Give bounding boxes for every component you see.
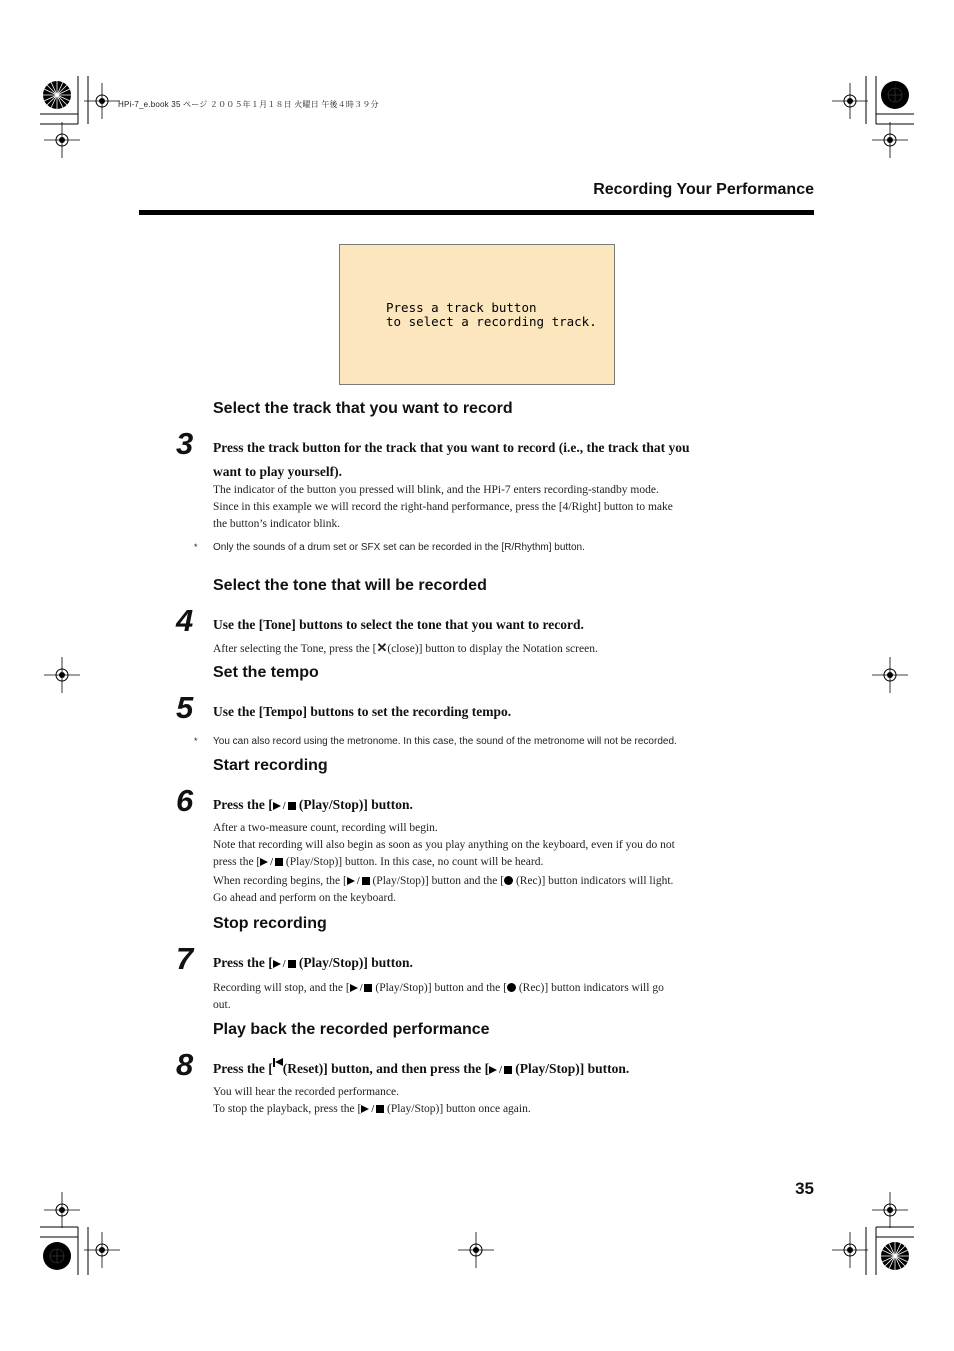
section-heading: Stop recording <box>213 915 327 932</box>
step-instruction <box>213 1057 753 1083</box>
instruction-line: want to play yourself). <box>213 464 342 479</box>
body-line: the button’s indicator blink. <box>213 518 341 530</box>
registration-mark-icon <box>458 1232 494 1268</box>
body-line <box>213 980 753 997</box>
display-screen <box>339 244 615 385</box>
screen-message <box>386 301 597 329</box>
starburst-target-icon <box>42 80 72 110</box>
instruction-text: (Play/Stop)] button. <box>511 1061 630 1076</box>
section-heading: Start recording <box>213 757 328 774</box>
black-target-icon <box>880 80 910 110</box>
stop-icon <box>376 1105 384 1113</box>
screen-line-2: to select a recording track. <box>386 314 597 329</box>
step-body <box>213 641 753 658</box>
instruction-text: Press the [ <box>213 797 273 812</box>
body-text: press the [ <box>213 856 261 868</box>
instruction-text: Press the [ <box>213 955 273 970</box>
body-text: Recording will stop, and the [ <box>213 982 350 994</box>
registration-mark-icon <box>872 1192 908 1228</box>
play-icon <box>489 1066 497 1074</box>
rec-icon <box>504 876 513 885</box>
body-line <box>213 873 753 890</box>
step-number: 8 <box>176 1047 194 1082</box>
slash-glyph: / <box>371 1104 375 1115</box>
body-line <box>213 1101 753 1118</box>
note-mark: * <box>194 736 198 746</box>
body-text: (close)] button to display the Notation screen. <box>387 643 598 655</box>
slash-glyph: / <box>282 801 286 812</box>
stop-icon <box>275 858 283 866</box>
page-header-title: Recording Your Performance <box>593 181 814 198</box>
print-info: HPi-7_e.book 35 ページ ２００５年１月１８日 火曜日 午後４時３９分 <box>118 100 379 109</box>
play-icon <box>350 984 358 992</box>
registration-mark-icon <box>872 657 908 693</box>
instruction-text: (Play/Stop)] button. <box>295 955 413 970</box>
step-number: 3 <box>176 426 194 461</box>
section-heading: Select the track that you want to record <box>213 400 513 417</box>
body-text: After selecting the Tone, press the [ <box>213 643 377 655</box>
stop-icon <box>288 802 296 810</box>
slash-glyph: / <box>270 857 274 868</box>
note-mark: * <box>194 542 198 552</box>
step-instruction <box>213 793 753 819</box>
rec-icon <box>507 983 516 992</box>
slash-glyph: / <box>356 876 360 887</box>
close-icon: ✕ <box>376 640 388 655</box>
slash-glyph: / <box>282 959 286 970</box>
step-number: 6 <box>176 783 194 818</box>
stop-icon <box>288 960 296 968</box>
body-line: Since in this example we will record the right-hand performance, press the [4/Right] button to make <box>213 501 673 513</box>
instruction-text: Press the [ <box>213 1061 273 1076</box>
body-line: The indicator of the button you pressed will blink, and the HPi-7 enters recording-standby mode. <box>213 484 659 496</box>
stop-icon <box>504 1066 512 1074</box>
body-text: When recording begins, the [ <box>213 875 347 887</box>
body-text: (Rec)] button indicators will go <box>515 982 664 994</box>
body-text: (Play/Stop)] button and the [ <box>369 875 505 887</box>
slash-glyph: / <box>359 983 363 994</box>
registration-mark-icon <box>44 1192 80 1228</box>
registration-mark-icon <box>44 657 80 693</box>
step-instruction <box>213 436 753 484</box>
header-rule <box>139 210 814 215</box>
registration-mark-icon <box>44 122 80 158</box>
registration-mark-icon <box>872 122 908 158</box>
step-body <box>213 482 753 533</box>
black-target-icon <box>42 1241 72 1271</box>
section-heading: Select the tone that will be recorded <box>213 577 487 594</box>
body-text: To stop the playback, press the [ <box>213 1103 362 1115</box>
body-line: Go ahead and perform on the keyboard. <box>213 892 396 904</box>
play-icon <box>361 1105 369 1113</box>
body-text: (Rec)] button indicators will light. <box>513 875 674 887</box>
section-heading: Set the tempo <box>213 664 319 681</box>
step-instruction: Use the [Tone] buttons to select the tone that you want to record. <box>213 617 584 632</box>
body-line <box>213 854 753 871</box>
step-instruction <box>213 951 753 977</box>
instruction-text: (Reset)] button, and then press the [ <box>282 1061 490 1076</box>
registration-mark-icon <box>832 1232 868 1268</box>
slash-glyph: / <box>499 1065 502 1076</box>
step-instruction: Use the [Tempo] buttons to set the recording tempo. <box>213 704 512 719</box>
instruction-text: (Play/Stop)] button. <box>295 797 413 812</box>
body-line: After a two-measure count, recording will begin. <box>213 822 438 834</box>
play-icon <box>347 877 355 885</box>
play-icon <box>273 960 281 968</box>
section-heading: Play back the recorded performance <box>213 1021 490 1038</box>
body-text: (Play/Stop)] button once again. <box>384 1103 531 1115</box>
body-line: out. <box>213 999 231 1011</box>
step-note: You can also record using the metronome. In this case, the sound of the metronome will not be recorded. <box>213 736 677 747</box>
step-body <box>213 1084 753 1118</box>
step-body <box>213 980 753 1014</box>
registration-mark-icon <box>84 83 120 119</box>
body-text: (Play/Stop)] button and the [ <box>372 982 507 994</box>
screen-line-1: Press a track button <box>386 300 537 315</box>
step-number: 7 <box>176 941 194 976</box>
body-text: (Play/Stop)] button. In this case, no count will be heard. <box>283 856 544 868</box>
registration-mark-icon <box>84 1232 120 1268</box>
step-number: 5 <box>176 690 194 725</box>
step-number: 4 <box>176 603 194 638</box>
step-note: Only the sounds of a drum set or SFX set can be recorded in the [R/Rhythm] button. <box>213 542 585 553</box>
starburst-target-icon <box>880 1241 910 1271</box>
instruction-line: Press the track button for the track that you want to record (i.e., the track that you <box>213 440 690 455</box>
step-body <box>213 820 753 907</box>
reset-icon <box>273 1058 283 1082</box>
play-icon <box>273 802 281 810</box>
stop-icon <box>362 877 370 885</box>
registration-mark-icon <box>832 83 868 119</box>
body-line: You will hear the recorded performance. <box>213 1086 399 1098</box>
body-line: Note that recording will also begin as soon as you play anything on the keyboard, even if you do not <box>213 839 675 851</box>
page-number: 35 <box>795 1179 814 1198</box>
play-icon <box>260 858 268 866</box>
